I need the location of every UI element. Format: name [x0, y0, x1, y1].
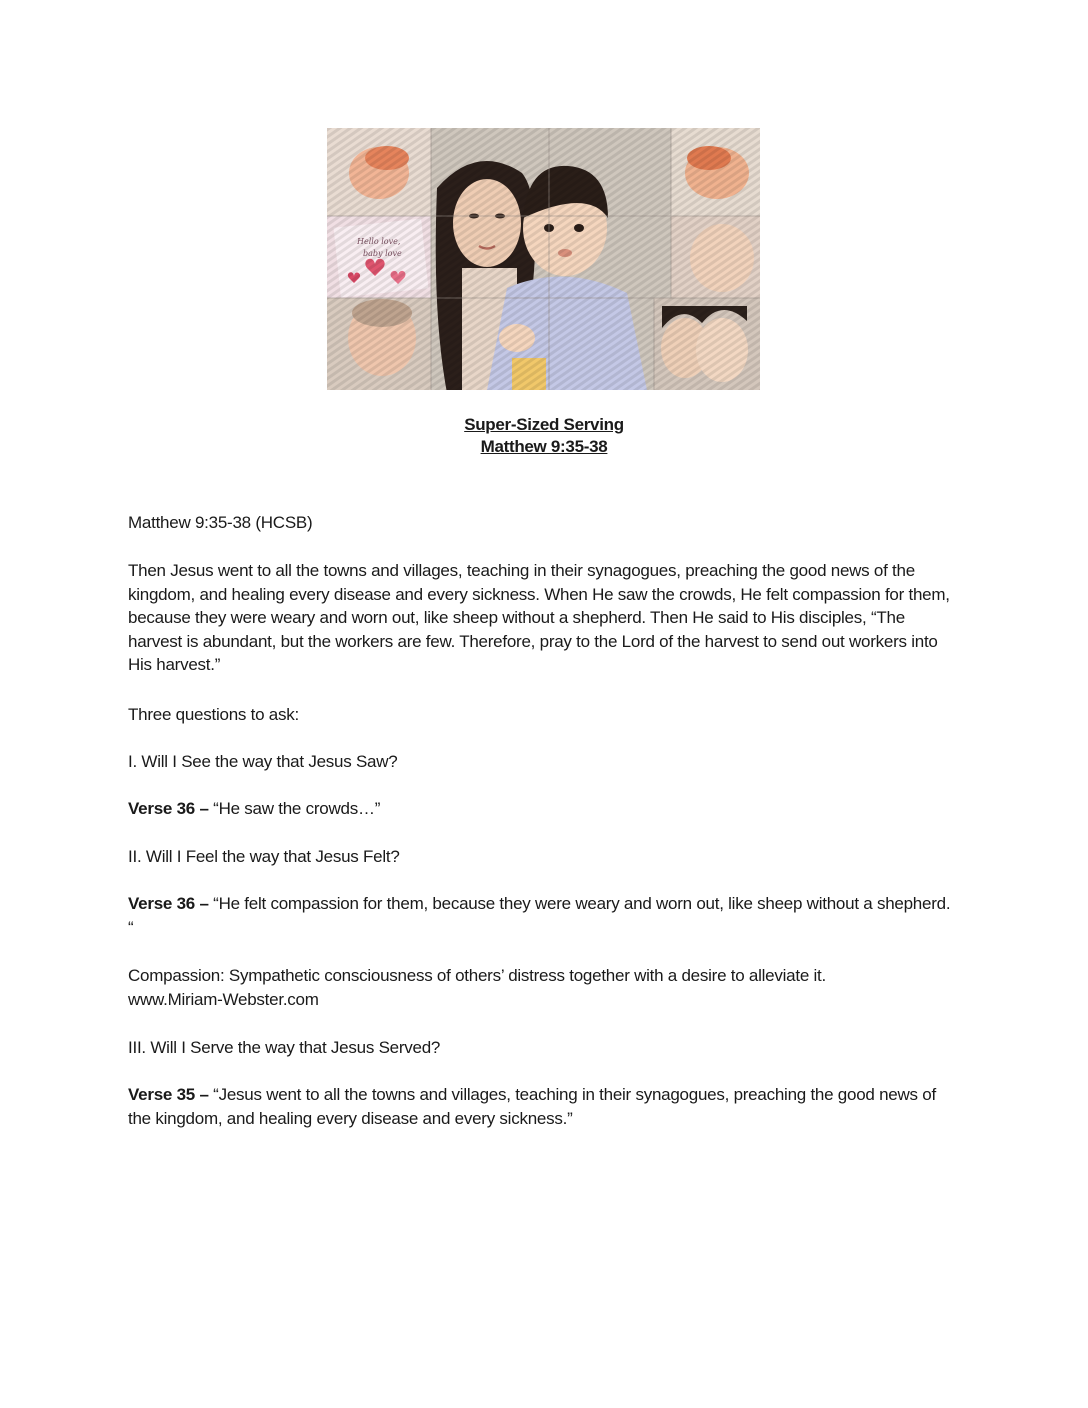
- question-1: I. Will I See the way that Jesus Saw?: [128, 752, 398, 771]
- page-title: Super-Sized Serving: [464, 415, 624, 434]
- verse-1-text: “He saw the crowds…”: [213, 799, 381, 818]
- header-photo: [327, 128, 760, 390]
- title-block: [0, 414, 1088, 458]
- verse-2-label: Verse 36 –: [128, 894, 214, 913]
- verse-1-label: Verse 36 –: [128, 799, 214, 818]
- verse-2-text: “He felt compassion for them, because they were weary and worn out, like sheep without a shepherd. “: [128, 894, 951, 937]
- page-subtitle: Matthew 9:35-38: [480, 437, 608, 456]
- verse-1: [128, 797, 958, 821]
- scripture-passage: Then Jesus went to all the towns and villages, teaching in their synagogues, preaching the good news of the kingdom, and healing every disease and every sickness. When He saw the crowds, He felt compassion for them, because they were weary and worn out, like sheep without a shepherd. Then He said to His disciples, “The harvest is abundant, but the workers are few. Therefore, pray to the Lord of the harvest to send out workers into His harvest.”: [128, 561, 950, 674]
- verse-3-label: Verse 35 –: [128, 1085, 214, 1104]
- question-2: II. Will I Feel the way that Jesus Felt?: [128, 847, 400, 866]
- verse-3: [128, 1083, 958, 1130]
- questions-intro: Three questions to ask:: [128, 705, 299, 724]
- question-3: III. Will I Serve the way that Jesus Served?: [128, 1038, 441, 1057]
- verse-2: [128, 892, 958, 939]
- scripture-reference: Matthew 9:35-38 (HCSB): [128, 513, 313, 532]
- compassion-definition: Compassion: Sympathetic consciousness of others’ distress together with a desire to alleviate it. www.Miriam-Webster.com: [128, 964, 958, 1011]
- definition-source: www.Miriam-Webster.com: [128, 989, 319, 1009]
- verse-3-text: “Jesus went to all the towns and villages, teaching in their synagogues, preaching the good news of the kingdom, and healing every disease and every sickness.”: [128, 1085, 936, 1128]
